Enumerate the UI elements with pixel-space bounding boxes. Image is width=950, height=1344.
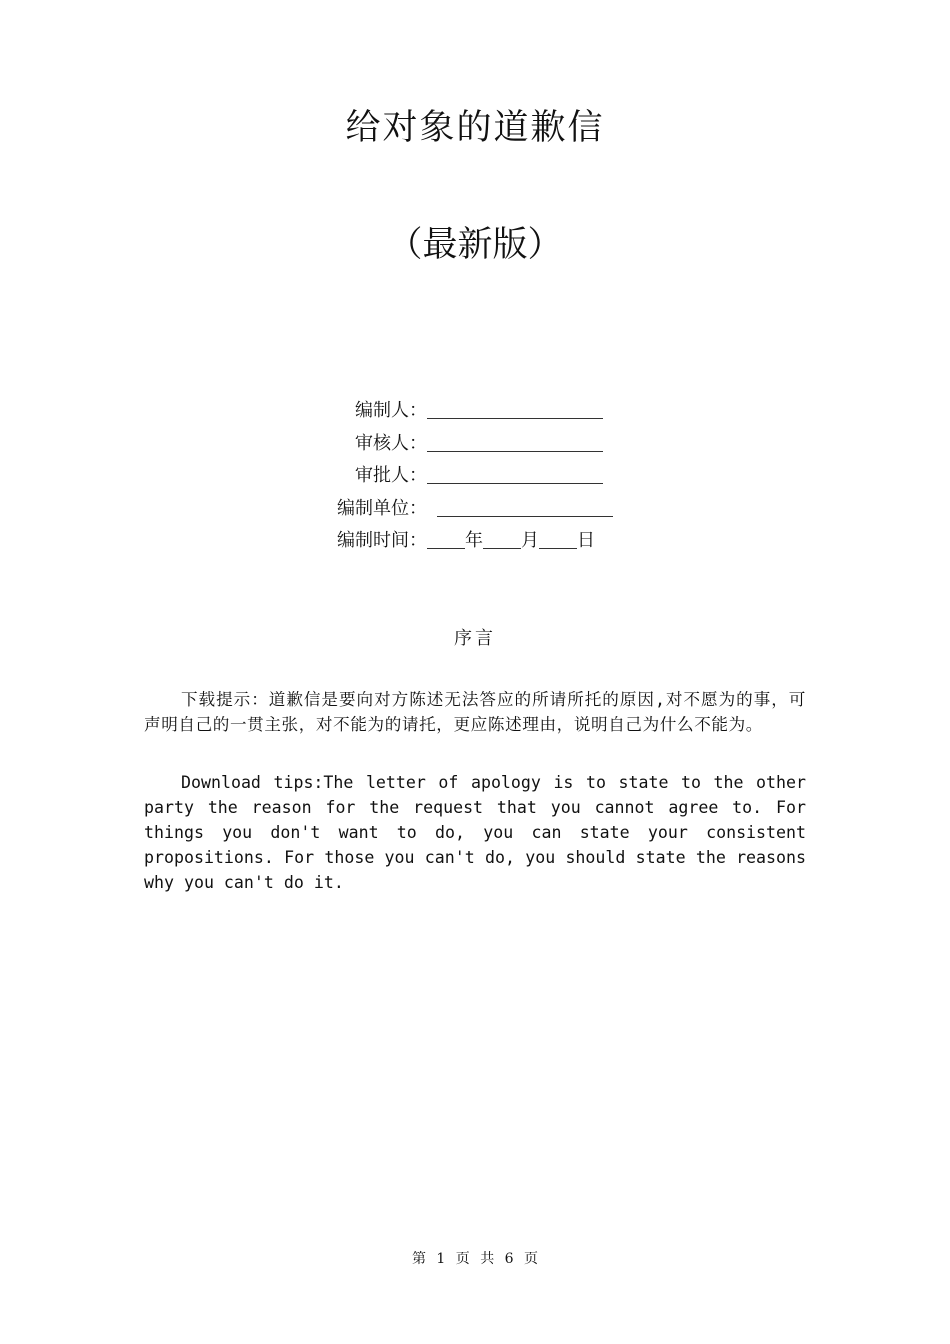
- approver-blank[interactable]: [427, 465, 603, 484]
- unit-label: 编制单位：: [337, 497, 427, 519]
- reviewer-blank[interactable]: [427, 433, 603, 452]
- document-title: 给对象的道歉信: [345, 108, 605, 148]
- meta-row-approver: [300, 460, 660, 493]
- reviewer-label: 审核人：: [355, 432, 427, 454]
- compiler-label: 编制人：: [355, 400, 427, 421]
- preface-heading: 序言: [454, 628, 496, 649]
- meta-row-compiler: [300, 395, 660, 428]
- year-char: 年: [465, 530, 483, 551]
- unit-blank[interactable]: [437, 498, 613, 517]
- document-subtitle: （最新版）: [387, 225, 563, 265]
- time-label: 编制时间：: [337, 530, 427, 551]
- page-number-footer: 第 1 页 共 6 页: [411, 1251, 539, 1267]
- year-blank[interactable]: [427, 530, 465, 549]
- day-blank[interactable]: [539, 530, 577, 549]
- meta-row-reviewer: [300, 428, 660, 461]
- meta-row-time: [300, 525, 660, 558]
- meta-row-unit: [300, 493, 660, 526]
- preface-paragraph-english: Download tips:The letter of apology is to state to the other party the reason for the request that you cannot agree to. For things you don't want to do, you can state your consistent propositions. For those you can't do, you should state the reasons why you can't do it.: [144, 773, 806, 892]
- month-blank[interactable]: [483, 530, 521, 549]
- approver-label: 审批人：: [355, 465, 427, 486]
- compiler-blank[interactable]: [427, 400, 603, 419]
- preface-paragraph-chinese: 下载提示：道歉信是要向对方陈述无法答应的所请所托的原因,对不愿为的事，可声明自己的一贯主张，对不能为的请托，更应陈述理由，说明自己为什么不能为。: [144, 690, 806, 734]
- day-char: 日: [577, 530, 595, 551]
- meta-block: [300, 395, 660, 558]
- month-char: 月: [521, 530, 539, 551]
